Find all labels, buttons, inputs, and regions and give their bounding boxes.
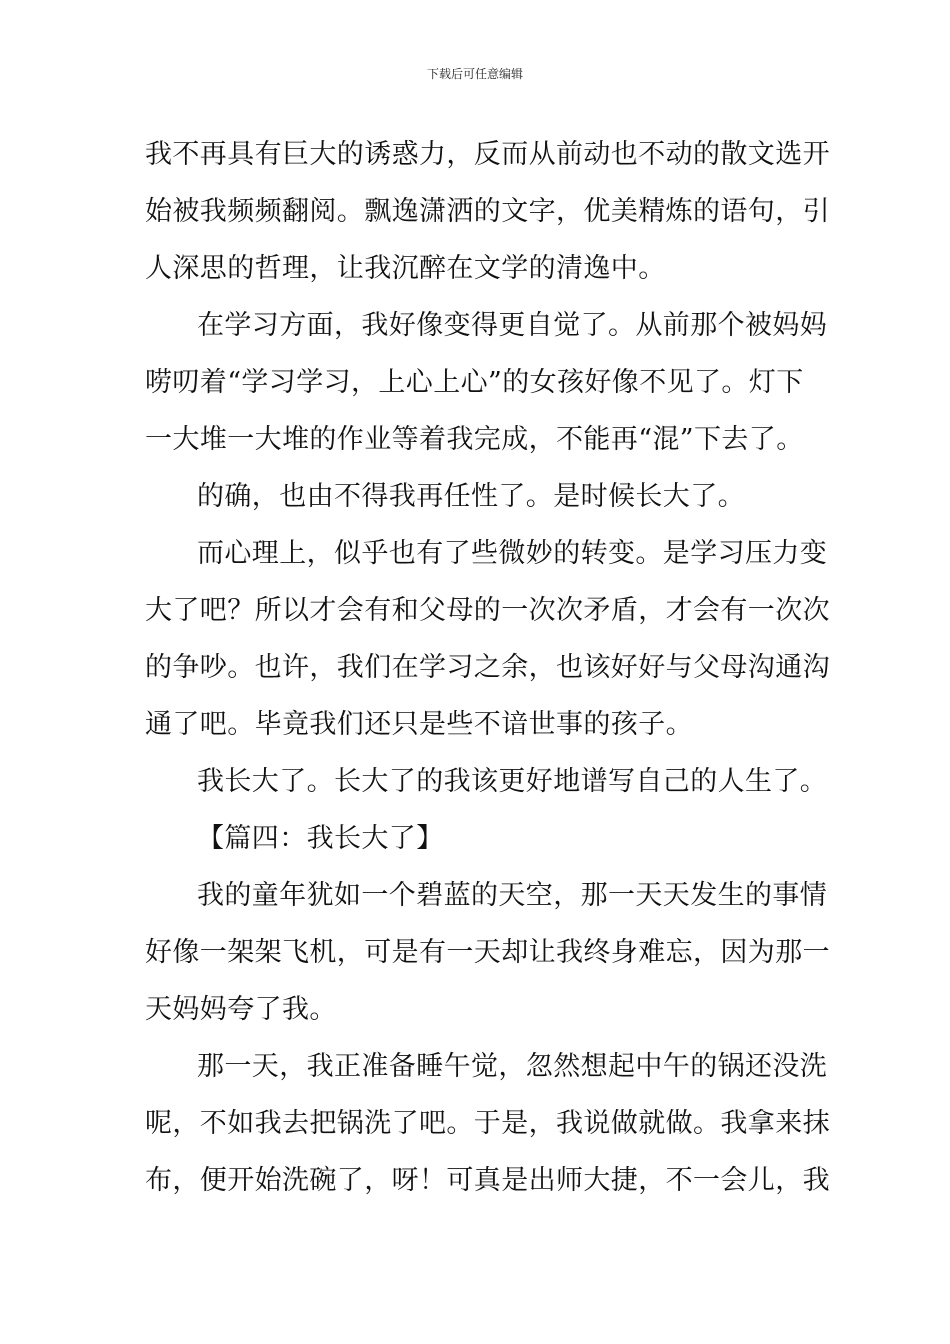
text-line: 天妈妈夸了我。 xyxy=(145,994,337,1025)
section-heading: 【篇四：我长大了】 xyxy=(197,823,444,854)
text-line: 一大堆一大堆的作业等着我完成，不能再“混”下去了。 xyxy=(145,424,804,455)
text-line: 通了吧。毕竟我们还只是些不谙世事的孩子。 xyxy=(145,709,693,740)
page-header: 下载后可任意编辑 xyxy=(426,67,523,81)
document-body xyxy=(145,126,830,1209)
text-line: 始被我频频翻阅。飘逸潇洒的文字，优美精炼的语句，引 xyxy=(145,196,830,227)
text-line: 呢，不如我去把锅洗了吧。于是，我说做就做。我拿来抹 xyxy=(145,1108,830,1139)
text-line: 在学习方面，我好像变得更自觉了。从前那个被妈妈 xyxy=(197,310,828,341)
text-line: 而心理上，似乎也有了些微妙的转变。是学习压力变 xyxy=(197,538,828,569)
text-line: 唠叨着“学习学习，上心上心”的女孩好像不见了。灯下 xyxy=(145,367,804,398)
text-line: 布，便开始洗碗了，呀！可真是出师大捷，不一会儿，我 xyxy=(145,1165,830,1196)
text-line: 那一天，我正准备睡午觉，忽然想起中午的锅还没洗 xyxy=(197,1051,828,1082)
text-line: 的确，也由不得我再任性了。是时候长大了。 xyxy=(197,481,745,512)
text-line: 好像一架架飞机，可是有一天却让我终身难忘，因为那一 xyxy=(145,937,830,968)
text-line: 的争吵。也许，我们在学习之余，也该好好与父母沟通沟 xyxy=(145,652,830,683)
text-line: 我长大了。长大了的我该更好地谱写自己的人生了。 xyxy=(197,766,828,797)
text-line: 我不再具有巨大的诱惑力，反而从前动也不动的散文选开 xyxy=(145,139,830,170)
text-line: 我的童年犹如一个碧蓝的天空，那一天天发生的事情 xyxy=(197,880,828,911)
text-line: 人深思的哲理，让我沉醉在文学的清逸中。 xyxy=(145,253,666,284)
text-line: 大了吧？所以才会有和父母的一次次矛盾，才会有一次次 xyxy=(145,595,830,626)
